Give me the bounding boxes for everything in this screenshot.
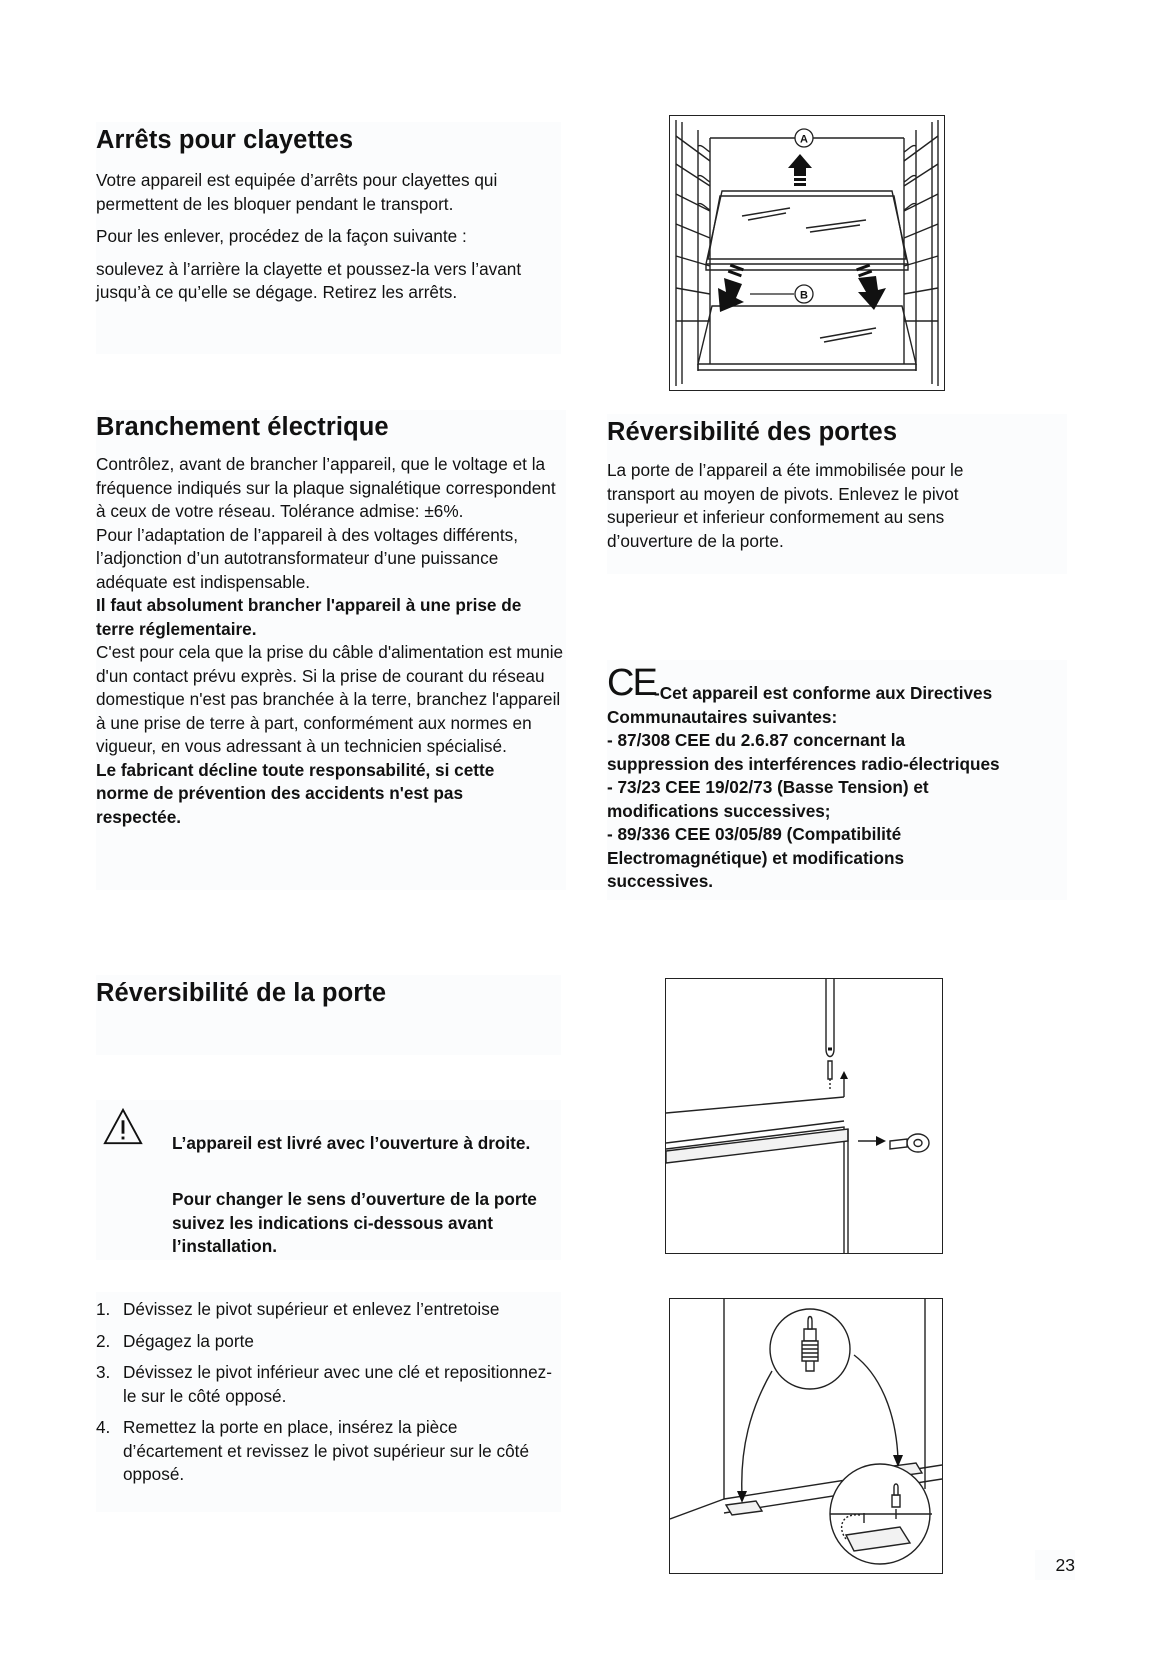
ce-line-6: modifications successives; — [607, 800, 831, 821]
ce-line-7: - 89/336 CEE 03/05/89 (Compatibilité — [607, 824, 902, 844]
warning-icon — [102, 1106, 144, 1148]
electrical-text-3: C'est pour cela que la prise du câble d'alimentation est munie d'un contact prévu exprès. Si la prise de courant du réseau domestique n'est pas branchée à la terre, branchez l'appareil à une prise de terre à part, conformément aux normes en vigueur, en vous adressant à un technicien spécialisé. — [96, 642, 564, 756]
page-number: 23 — [1055, 1555, 1075, 1575]
ce-line-1: -Cet appareil est conforme aux Directives — [654, 683, 993, 703]
list-item: 2. Dégagez la porte — [96, 1330, 254, 1351]
bottom-pivot-illustration — [670, 1299, 942, 1573]
shelf-stops-title: Arrêts pour clayettes — [96, 126, 354, 154]
ce-section — [607, 660, 1067, 900]
list-item: 1. Dévissez le pivot supérieur et enlevez l’entretoise — [96, 1299, 500, 1319]
ce-line-9: successives. — [607, 871, 714, 891]
label-a: A — [800, 133, 808, 146]
ce-line-5: - 73/23 CEE 19/02/73 (Basse Tension) et — [607, 777, 929, 797]
doors-reversibility-section — [607, 414, 1067, 574]
steps-list — [96, 1292, 561, 1487]
fridge-shelf-illustration — [670, 116, 944, 390]
ce-line-3: - 87/308 CEE du 2.6.87 concernant la — [607, 730, 906, 750]
warning-text-1: L’appareil est livré avec l’ouverture à droite. — [172, 1133, 531, 1153]
bottom-pivot-figure — [669, 1298, 943, 1574]
door-reversal-steps — [96, 1292, 561, 1512]
shelf-stops-text-2: Pour les enlever, procédez de la façon suivante : — [96, 226, 467, 246]
door-reversal-title-block — [96, 975, 561, 1055]
top-pivot-illustration — [666, 979, 942, 1253]
electrical-warning-liability: Le fabricant décline toute responsabilité, si cette norme de prévention des accidents n'est pas respectée. — [96, 759, 495, 827]
label-b: B — [800, 289, 808, 302]
shelf-stops-text-3: soulevez à l’arrière la clayette et poussez-la vers l’avant jusqu’à ce qu’elle se dégage. Retirez les arrêts. — [96, 258, 522, 302]
shelf-stops-section — [96, 122, 561, 354]
list-item: 3. Dévissez le pivot inférieur avec une clé et repositionnez-le sur le côté opposé. — [96, 1362, 552, 1406]
ce-line-4: suppression des interférences radio-électriques — [607, 753, 1000, 774]
electrical-warning-earth: Il faut absolument brancher l'appareil à une prise de terre réglementaire. — [96, 595, 522, 639]
electrical-text-1: Contrôlez, avant de brancher l’appareil, que le voltage et la fréquence indiqués sur la plaque signalétique correspondent à ceux de votre réseau. Tolérance admise: ±6%. — [96, 454, 556, 521]
list-item: 4. Remettez la porte en place, insérez la pièce d’écartement et revissez le pivot supérieur sur le côté opposé. — [96, 1417, 530, 1484]
page-number-block — [1035, 1550, 1075, 1580]
electrical-text-2: Pour l’adaptation de l’appareil à des voltages différents, l’adjonction d’un autotransformateur d’une puissance adéquate est indispensable. — [96, 524, 519, 592]
door-reversal-title: Réversibilité de la porte — [96, 979, 387, 1007]
top-pivot-figure — [665, 978, 943, 1254]
electrical-section — [96, 410, 566, 890]
warning-text-2: Pour changer le sens d’ouverture de la porte suivez les indications ci-dessous avant l’installation. — [172, 1189, 537, 1256]
ce-line-2: Communautaires suivantes: — [607, 706, 838, 727]
ce-mark: CE — [607, 662, 656, 704]
electrical-title: Branchement électrique — [96, 413, 389, 441]
shelf-stops-figure — [669, 115, 945, 391]
doors-reversibility-title: Réversibilité des portes — [607, 418, 898, 446]
door-reversal-warning — [96, 1100, 561, 1260]
doors-reversibility-text: La porte de l’appareil a éte immobilisée pour le transport au moyen de pivots. Enlevez le pivot superieur et inferieur conformement au sens d’ouverture de la porte. — [607, 460, 964, 551]
shelf-stops-text-1: Votre appareil est equipée d’arrêts pour clayettes qui permettent de les bloquer pendant le transport. — [96, 170, 498, 214]
ce-line-8: Electromagnétique) et modifications — [607, 847, 905, 868]
